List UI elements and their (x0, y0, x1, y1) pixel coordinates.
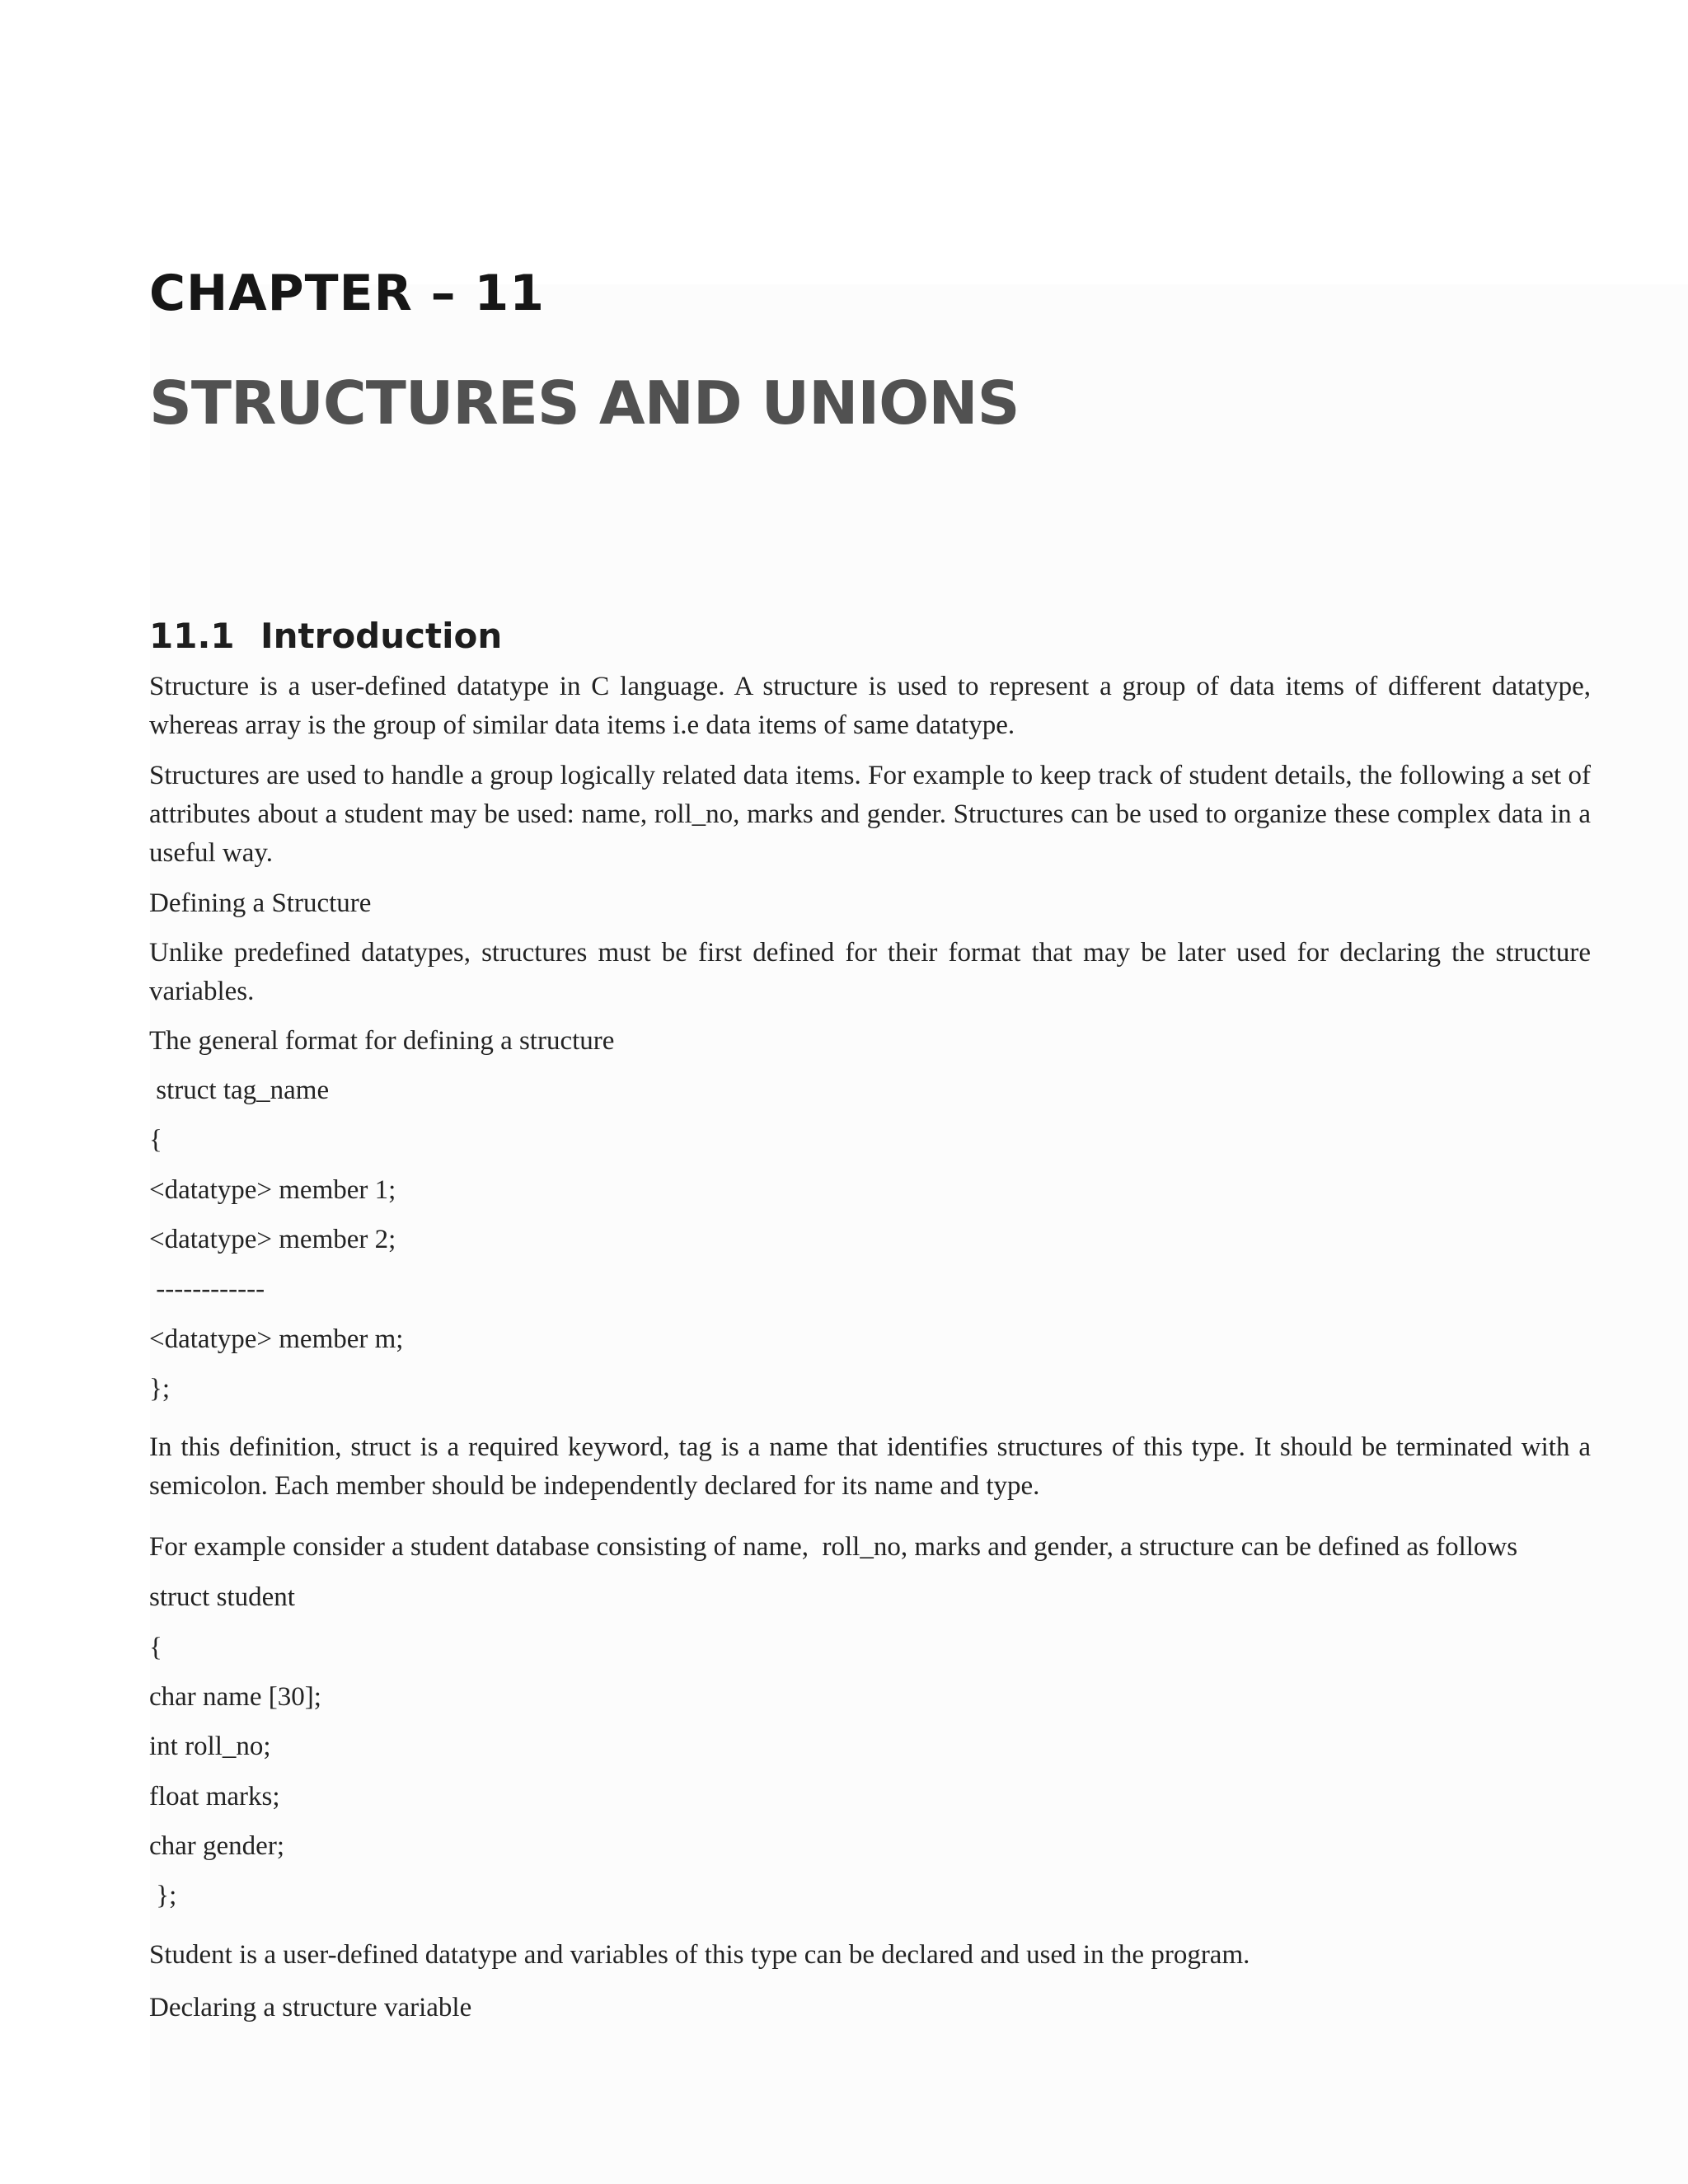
code-line: float marks; (149, 1782, 280, 1811)
paragraph-predefined-datatypes: Unlike predefined datatypes, structures must be first defined for their format that may be later used for declaring the structure variables. (149, 938, 1591, 1006)
code-line: }; (149, 1374, 171, 1404)
code-line: struct student (149, 1582, 295, 1612)
code-line: struct tag_name (149, 1076, 330, 1105)
subheading-defining-structure: Defining a Structure (149, 888, 372, 918)
chapter-title: STRUCTURES AND UNIONS (149, 368, 1020, 438)
section-number: 11.1 (149, 616, 235, 656)
section-title: Introduction (260, 616, 503, 656)
general-format-intro: The general format for defining a structure (149, 1026, 615, 1056)
code-line: char name [30]; (149, 1682, 321, 1712)
code-line: <datatype> member 2; (149, 1225, 396, 1254)
paragraph-student-example: For example consider a student database consisting of name, roll_no, marks and gender, a structure can be defined as follows (149, 1532, 1518, 1562)
chapter-label: CHAPTER – 11 (149, 265, 546, 322)
code-line: <datatype> member m; (149, 1324, 404, 1354)
code-line: { (149, 1633, 162, 1662)
code-line: ------------ (149, 1274, 265, 1304)
code-line: char gender; (149, 1831, 284, 1861)
subheading-declaring-variable: Declaring a structure variable (149, 1993, 472, 2022)
code-line: { (149, 1125, 162, 1155)
paragraph-definition-explanation: In this definition, struct is a required keyword, tag is a name that identifies structures of this type. It should be terminated with a semicolon. Each member should be independently declared for its name and type. (149, 1432, 1591, 1501)
paragraph-structure-usage: Structures are used to handle a group logically related data items. For example to keep track of student details, the following a set of attributes about a student may be used: name, roll_no, marks and gender. Structures can be used to organize these complex data in a useful way. (149, 761, 1591, 868)
code-line: <datatype> member 1; (149, 1175, 396, 1205)
paragraph-student-datatype: Student is a user-defined datatype and variables of this type can be declared and used in the program. (149, 1940, 1250, 1970)
code-line: int roll_no; (149, 1732, 271, 1761)
paragraph-structure-definition: Structure is a user-defined datatype in C language. A structure is used to represent a group of data items of different datatype, whereas array is the group of similar data items i.e data items of same datatype. (149, 672, 1591, 740)
code-line: }; (149, 1881, 177, 1910)
section-heading (149, 613, 502, 659)
